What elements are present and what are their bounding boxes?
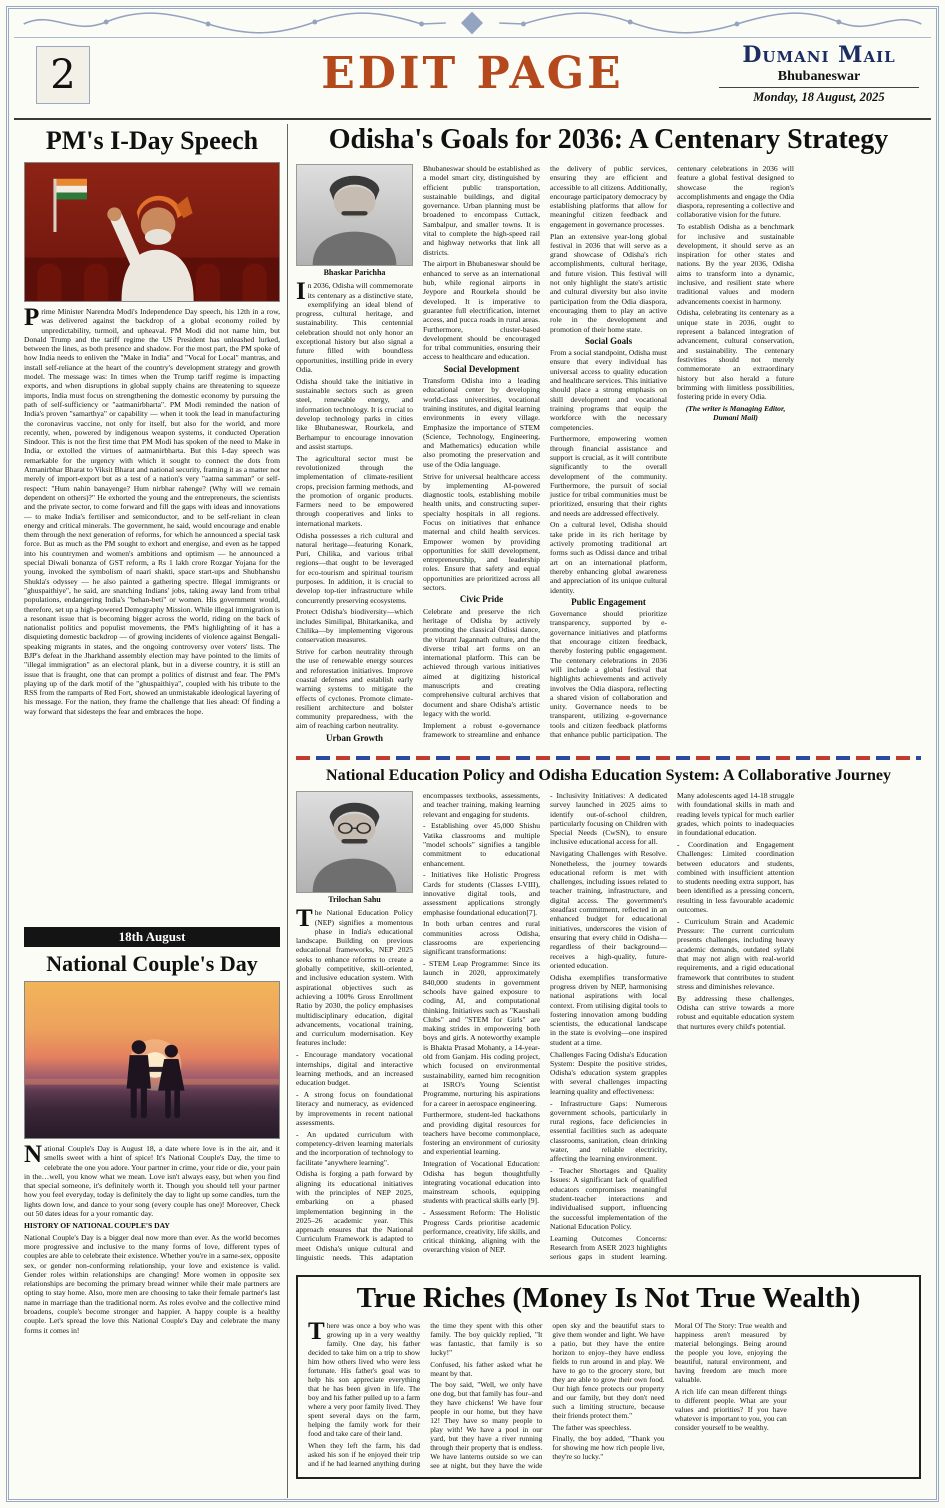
column-divider-rule	[287, 124, 288, 1498]
red-blue-dashed-divider	[296, 756, 921, 760]
author-portrait-illustration	[297, 792, 412, 892]
nep-author-figure	[296, 791, 413, 904]
riches-article	[296, 1275, 921, 1479]
article-paragraph: Protect Odisha's biodiversity—which includes Similipal, Bhitarkanika, and Chilika—by implementing vigorous conservation measures.	[296, 607, 413, 645]
masthead-city: Bhubaneswar	[777, 69, 861, 84]
author-portrait	[296, 164, 413, 266]
article-paragraph: Strive for carbon neutrality through the use of renewable energy sources and reforestation initiatives. Improve coastal defenses and establish early warning systems to mitigate the effects of cyclones. Promote climate-resilient architecture and bolster community preparedness, with the aim of reaching carbon neutrality.	[296, 647, 413, 731]
inline-subhead: HISTORY OF NATIONAL COUPLE'S DAY	[24, 1220, 170, 1230]
header-rule	[14, 118, 931, 120]
page-title: EDIT PAGE	[321, 48, 624, 99]
article-paragraph: Moral Of The Story: True wealth and happiness aren't measured by material belongings. Being around the people you love, enjoying the beautiful, natural environment, and having freedom are much more valuable.	[674, 1321, 787, 1384]
article-paragraph: In both urban centres and rural communities across Odisha, classrooms are experiencing significant transformations:	[423, 919, 540, 957]
column-subhead: Urban Growth	[325, 732, 384, 743]
article-paragraph: Integration of Vocational Education: Odisha has begun thoughtfully integrating vocational education into mainstream schools, equipping students with practical skills early [9].	[423, 1159, 540, 1206]
article-paragraph: - STEM Leap Programme: Since its launch in 2020, approximately 840,000 students in government schools have gained exposure to coding, AI, and computational thinking. Initiatives such as "Kaushali Clubs" and "STEM for Girls" are making strides in empowering both boys and girls. A noteworthy example is Bhakta Prasad Mohanty, a 14-year-old from Ganjam. His coding project, which focused on environmental sustainability, earned him recognition at ISRO's Young Scientist Programme, nurturing his aspirations for a career in aerospace engineering.	[423, 959, 540, 1108]
pm-article-headline: PM's I-Day Speech	[45, 126, 259, 155]
riches-article-headline: True Riches (Money Is Not True Wealth)	[356, 1282, 861, 1314]
article-paragraph: Implement a robust e-governance framework to streamline and enhance the delivery of public services, ensuring they are efficient and accessible to all citizens. Additionally, encourage participatory democracy by establishing platforms that allow for meaningful citizen feedback and engagement in governance processes.	[423, 164, 667, 740]
odisha-article-headline: Odisha's Goals for 2036: A Centenary Strategy	[328, 124, 889, 155]
article-paragraph: Odisha is forging a path forward by aligning its educational initiatives with the principles of NEP 2025, embarking on a phased implementation beginning in the 2025–26 academic year. This approach ensures that the National Curriculum Framework is adapted to meet Odisha's unique cultural and linguistic needs. This adaptation encompasses textbooks, assessments, and teacher training, making learning relevant and engaging for students.	[296, 791, 540, 1262]
article-paragraph: Confused, his father asked what he meant by that.	[430, 1359, 543, 1378]
article-paragraph: - Assessment Reform: The Holistic Progress Cards prioritise academic performance, creativity, life skills, and critical thinking, aligning with the overarching vision of NEP.	[423, 1208, 540, 1255]
article-paragraph: Learning Outcomes Concerns: Research from ASER 2023 highlights serious gaps in student learning. Many adolescents aged 14-18 struggle with foundational skills in math and reading levels typical for much earlier grades, which points to inadequacies in foundational education.	[550, 791, 794, 1262]
article-paragraph: A rich life can mean different things to different people. What are your values and priorities? If you have whatever is important to you, you can consider yourself to be wealthy.	[674, 1386, 787, 1432]
couple-article-body	[24, 1144, 280, 1500]
article-paragraph: - An updated curriculum with competency-driven learning materials and the incorporation of technology to facilitate "anywhere learning".	[296, 1129, 413, 1167]
author-note: (The writer is Managing Editor, Dumani Mail)	[685, 403, 786, 423]
article-paragraph: Transform Odisha into a leading educational center by developing world-class universities, vocational training institutes, and digital learning environments in every village. Emphasize the importance of STEM (Science, Technology, Engineering, and Mathematics) education while also promoting the preservation and use of the Odia language.	[423, 376, 540, 469]
odisha-author-figure	[296, 164, 413, 277]
article-paragraph: Strive for universal healthcare access by implementing AI-powered diagnostic tools, establishing mobile health units, and constructing super-specialty hospitals in all regions. Focus on initiatives that enhance maternal and child health services. Empower women by providing opportunities for skill development, entrepreneurship, and leadership roles. Ensure that safety and equal opportunities are prioritized across all sectors.	[423, 471, 540, 593]
article-paragraph: Challenges Facing Odisha's Education System: Despite the positive strides, Odisha's education system grapples with several challenges impacting learning quality and effectiveness:	[550, 1049, 667, 1096]
page-content	[24, 124, 921, 1500]
column-subhead: Social Goals	[584, 335, 633, 346]
article-paragraph: By addressing these challenges, Odisha can strive towards a more robust and equitable education system that nurtures every child's potential.	[677, 993, 794, 1031]
article-paragraph: - Coordination and Engagement Challenges: Limited coordination between educators and students, combined with insufficient attention to students needing extra support, has been identified as a pressing concern, resulting in less favourable academic outcomes.	[677, 839, 794, 915]
masthead-date: Monday, 18 August, 2025	[719, 87, 919, 105]
article-paragraph: From a social standpoint, Odisha must ensure that every individual has universal access to quality education and healthcare services. This initiative should place a strong emphasis on skill development and vocational training programs that equip the workforce with the necessary competencies.	[550, 348, 667, 432]
author-portrait-illustration	[297, 165, 412, 265]
article-paragraph: Navigating Challenges with Resolve. Nonetheless, the journey towards educational reform is met with challenges, including issues related to teacher training, infrastructure, and digital access. The government's steadfast commitment, reflected in an enhanced budget for educational initiatives, underscores the vision of ensuring that every child in Odisha—regardless of their background—receives a high-quality, future-oriented education.	[550, 849, 667, 970]
couple-photo-illustration	[25, 982, 279, 1138]
article-paragraph: The father was speechless.	[552, 1422, 632, 1432]
couple-photo	[24, 981, 280, 1139]
odisha-article	[296, 124, 921, 748]
article-paragraph: Celebrate and preserve the rich heritage of Odisha by actively promoting the classical Odissi dance, the vibrant Jagannath culture, and the diverse tribal art forms on an international platform. This can be achieved through various initiatives aimed at digitizing historical manuscripts and creating comprehensive cultural archives that document and share Odisha's artistic legacy with the world.	[423, 606, 540, 718]
column-subhead: Public Engagement	[571, 596, 646, 607]
article-paragraph: Odisha possesses a rich cultural and natural heritage—featuring Konark, Puri, Chilika, and various tribal regions—that ought to be leveraged for eco-tourism and spiritual tourism purposes. In addition, it is crucial to develop top-tier infrastructure while concurrently preserving ecosystems.	[296, 530, 413, 605]
article-paragraph: There was once a boy who was growing up in a very wealthy family. One day, his father decided to take him on a trip to show him how others lived who were less fortunate. His father's goal was to help his son appreciate everything that he has been given in life. The boy and his father pulled up to a farm where a very poor family lived. They spent several days on the farm, helping the family work for their food and take care of their land.	[308, 1321, 421, 1438]
pm-photo	[24, 162, 280, 302]
odisha-author-name: Bhaskar Parichha	[323, 268, 386, 277]
article-paragraph: On a cultural level, Odisha should take pride in its rich heritage by actively promoting traditional art forms such as Odissi dance and tribal art on an international platform, thereby enhancing global awareness and appreciation of its unique cultural identity.	[550, 520, 667, 595]
page-header	[24, 42, 921, 114]
scrollwork-ornament	[14, 10, 931, 36]
article-paragraph: National Couple's Day is August 18, a date where love is in the air, and it smells sweet with a hint of spice! It's National Couple's Day, the time to celebrate the one you adore. Your partner in crime, your ride or die, your pain in the…well, you know what we mean. Love isn't always easy, but when you find that special someone, it's definitely worth it. Though you should tell your partner how you feel everyday, today is definitely the day to light up some candles, turn the lights down low, and dance to your song (every couple has one)! Moreover, Check out 50 dates ideas for a your romantic day.	[24, 1144, 280, 1219]
column-subhead: Social Development	[443, 363, 520, 374]
article-paragraph: - Teacher Shortages and Quality Issues: A significant lack of qualified educators compromises meaningful student-teacher interactions and individualised support, influencing the successful implementation of the National Education Policy.	[550, 1166, 667, 1231]
pm-photo-illustration	[25, 163, 279, 301]
article-paragraph: - Initiatives like Holistic Progress Cards for students (Classes I-VIII), innovative digital tools, and assessment applications strongly emphasise foundational education[7].	[423, 870, 540, 917]
article-paragraph: The airport in Bhubaneswar should be enhanced to serve as an international hub, while regional airports in Jeypore and Rourkela should be developed. It is imperative to guarantee full electrification, internet access, and pucca roads in rural areas. Furthermore, cluster-based development should be encouraged for tribal communities, ensuring their access to healthcare and education.	[423, 259, 540, 362]
nep-author-name: Trilochan Sahu	[328, 895, 381, 904]
odisha-article-body	[296, 164, 921, 748]
article-paragraph: - Infrastructure Gaps: Numerous government schools, particularly in rural regions, face deficiencies in essential facilities such as adequate classrooms, sanitation, clean drinking water, and reliable electricity, affecting the learning environment.	[550, 1098, 667, 1164]
page-number: 2	[36, 46, 90, 104]
riches-article-body	[308, 1321, 909, 1471]
pm-article-body	[24, 307, 280, 921]
author-portrait	[296, 791, 413, 893]
article-paragraph: The agricultural sector must be revolutionized through the implementation of climate-resilient crops, precision farming methods, and the promotion of organic products. Farmers need to be empowered through cooperatives and links to international markets.	[296, 453, 413, 528]
article-paragraph: The boy said, "Well, we only have one dog, but that family has four–and they have chickens! We have four people in our home, but they have 12! They have so many people to play with! We have a pool in our yard, but they have a river running through their property that is endless. We have lanterns outside so we can see at night, but they have the wide open sky and the beautiful stars to give them wonder and light. We have a patio, but they have the entire horizon to enjoy–they have endless fields to run around in and play. We have to go to the grocery store, but they are able to grow their own food. Our high fence protects our property and our family, but they don't need such a limiting structure, because their friends protect them."	[430, 1321, 665, 1470]
main-column	[296, 124, 921, 1479]
article-paragraph: Plan an extensive year-long global festival in 2036 that will serve as a grand showcase of Odisha's rich accomplishments, cultural heritage, and future vision. This festival will not only highlight the state's artistic and cultural diversity but also invite participation from the Odia diaspora, encouraging them to play an active role in the development and promotion of their home state.	[550, 231, 667, 334]
article-paragraph: - A strong focus on foundational literacy and numeracy, as evidenced by improvements in recent national assessments.	[296, 1089, 413, 1127]
article-paragraph: Odisha should take the initiative in sustainable sectors such as green steel, renewable energy, and information technology. It is crucial to develop technology parks in cities like Bhubaneswar, Rourkela, and Berhampur to encourage innovation and assist startups.	[296, 376, 413, 451]
article-paragraph: - Curriculum Strain and Academic Pressure: The current curriculum presents challenges, including heavy academic demands, outdated syllabi that may not align with real-world requirements, and a rigid educational framework that contributes to student stress and diminishes relevance.	[677, 916, 794, 991]
article-paragraph: National Couple's Day is a bigger deal now more than ever. As the world becomes more progressive and inclusive to the many forms of love, different types of couples are able to celebrate their existence. Whether you're in a same-sex, opposite sex, or gender non-conforming relationship, your love and existence is valid. Gender roles within relationships are changing! More women in opposite sex relationships are becoming the primary bread winner while their male partners are opting to stay home. Also, more men are choosing to take their female partner's last name in marriage than the traditional norm. As roles evolve and the collective mind broadens, couple's become stronger and happier. A happy couple is a healthy couple. Let's spread the love this National Couple's Day and celebrate the many forms it comes in!	[24, 1232, 280, 1335]
nep-article-body	[296, 791, 921, 1267]
article-paragraph: When they left the farm, his dad asked his son if he enjoyed their trip and if he had learned anything during the time they spent with this other family. The boy quickly replied, "It was fantastic, that family is so lucky!"	[308, 1321, 543, 1468]
article-paragraph: - Establishing over 45,000 Shishu Vatika classrooms and multiple "model schools" signifies a tangible commitment to educational enhancement.	[423, 821, 540, 868]
article-paragraph: Odisha exemplifies transformative progress driven by NEP, harmonising national aspirations with local context. From utilising digital tools to fostering innovation among budding scientists, the educational landscape in the state is evolving—one inspired student at a time.	[550, 972, 667, 1047]
nep-article-headline: National Education Policy and Odisha Education System: A Collaborative Journey	[326, 767, 891, 784]
masthead	[719, 42, 919, 105]
article-paragraph: Furthermore, empowering women through financial assistance and support is crucial, as it will contribute significantly to the overall development of the community. Furthermore, the pursuit of social justice for tribal communities must be prioritized, ensuring that their rights and needs are addressed effectively.	[550, 434, 667, 518]
article-paragraph: Prime Minister Narendra Modi's Independence Day speech, his 12th in a row, was delivered against the backdrop of a global economy roiled by unpredictability, turmoil, and upheaval. PM Modi did not name him, but Donald Trump and the tariff regime the US President has unleashed lurked, between the lines, as both presence and shadow. For the most part, the PM spoke of how India needs to enliven the "Make in India" and "Vocal for Local" mantras, and install self-reliance at the heart of the country's development strategy and growth model. The message was: In times when the Trump tariff regime is impacting exports, and when disruptions in global supply chains are threatening to squeeze imports, India must focus on strengthening the domestic economy by pursuing the path of self-sufficiency or "aatmanirbharta". PM Modi reminded the nation of India's proven "samarthya" or capability — when it took the lead in manufacturing the coronavirus vaccine, not only for itself, but also for the world, and more recently, when, powered by indigenous weapon systems, it conducted Operation Sindoor. This is not the first time that PM Modi has spoken of the need to Make in India, or extolled the virtues of aatmanirbharta. But this I-day speech was remarkable for the urgency with which it sought to connect the dots from Atmanirbhar Bharat to Viksit Bharat and national security, framing it as a matter not merely of import-export but as a test of a nation's very "aatma samman" or self-respect: "Hum nahin banayenge? Hum nirbhar rahenge? (Why will we remain dependent on others)?" He exhorted the young and the entrepreneurs, the scientists and the private sector, to come forward and fill the gaps with ideas and innovations — to make India's fertiliser and semiconductor, and to be self-reliant in clean energy and critical minerals. The government, he said, would encourage and enable them through the next generation of reforms, for which he announced a special task force. But as much as the PM sought to exhort and energise, and even as he tapped into his countrymen and women's ambitions and optimism — he announced a special Diwali bonanza of GST reform, a Rs 1 lakh crore Rozgar Yojana for the young, invoked the symbolism of naari shakti, space start-ups and Shubhanshu Shukla's odyssey — he also painted a gathering spectre. Illegal immigrants or "ghuspaithiye", he said, are snatching Indians' jobs, taking away land from tribal populations, endangering India's "behan-beti" or women. His government would, therefore, set up a high-powered Demography Mission. While illegal immigration is a resonant issue that is becoming bigger across the world, riding on the back of nationalist politics and populist movements, the PM's highlighting of it has a disquieting domestic backdrop — of growing incidents of violence against Bengali-speaking migrants in states, and the ongoing controversy over voters' lists. The BJP's defeat in the Jharkhand assembly election may have pointed to the limits of "illegal immigration" as an electoral plank, but in a diverse country, it is still an issue that is fraught, one that can prompt a politics of distrust and fear. The PM's playing up of the dark motif of the "ghuspaithiya", coupled with his tribute to the RSS from the ramparts of Red Fort, showed an unmistakable ideological layering of his message. For the nation, they frame the challenge that lies ahead: Of finding a way forward that sidesteps the fear and embraces the hope.	[24, 307, 280, 716]
article-paragraph: To establish Odisha as a benchmark for inclusive and sustainable development, it should serve as an inspiration for other states and nations. By the year 2036, Odisha aims to transform into a dynamic, inclusive, and resilient state where traditional values and modern advancements coexist in harmony.	[677, 222, 794, 306]
masthead-name: Dumani Mail	[742, 42, 896, 68]
article-paragraph: Finally, the boy added, "Thank you for showing me how rich people live, they're so lucky."	[552, 1434, 665, 1461]
article-paragraph: - Encourage mandatory vocational internships, digital and interactive learning methods, and an increased education budget.	[296, 1050, 413, 1088]
article-paragraph: - Inclusivity Initiatives: A dedicated survey launched in 2025 aims to identify out-of-school children, particularly focusing on Children with Special Needs (CwSN), to ensure inclusive educational access for all.	[550, 791, 667, 847]
column-subhead: Civic Pride	[459, 594, 504, 605]
couple-article-headline: National Couple's Day	[46, 951, 258, 976]
article-paragraph: Governance should prioritize transparency, supported by e-governance initiatives and platforms that encourage citizen feedback, thereby fostering public engagement. The centenary celebrations in 2036 will include a global festival that highlights achievements and actively involves the Odia diaspora, reflecting a shared vision of collaboration and unity. Governance needs to be transparent, utilizing e-governance tools and citizen feedback platforms that enhance public participation. The centenary celebrations in 2036 will feature a global festival designed to showcase the region's accomplishments and engage the Odia diaspora, representing a collective and collaborative vision for the future.	[550, 164, 794, 740]
article-paragraph: Bhubaneswar should be established as a model smart city, distinguished by efficient public transportation, sustainable buildings, and digital governance. Urban planning must be broadened to encompass Cuttack, Sambalpur, and smaller towns. It is vital to complete the high-speed rail and highway networks that link all districts.	[423, 164, 540, 257]
article-paragraph: The National Education Policy (NEP) signifies a momentous phase in India's educational landscape. Building on previous educational frameworks, NEP 2025 seeks to enhance reforms to create a globally competitive, skill-oriented, and inclusive education system. With aspirational objectives such as achieving a 100% Gross Enrollment Ratio by 2030, the policy emphasises multidisciplinary education, digital advancements, vocational training, and curriculum modernisation. Key features include:	[296, 905, 413, 1048]
article-paragraph: Odisha, celebrating its centenary as a unique state in 2036, ought to represent a balanced integration of advancement, cultural conservation, and sustainability. The centenary festivities should not merely commemorate an extraordinary history but also herald a future brimming with limitless possibilities, fostering pride in every Odia.	[677, 308, 794, 402]
article-paragraph: Furthermore, student-led hackathons and providing digital resources for teachers have become commonplace, fostering an environment of curiosity and experiential learning.	[423, 1110, 540, 1157]
left-column	[24, 124, 280, 1500]
top-ornament-band	[14, 10, 931, 38]
nep-article	[296, 767, 921, 1267]
couple-kicker-bar: 18th August	[24, 927, 280, 947]
article-paragraph: In 2036, Odisha will commemorate its centenary as a distinctive state, exemplifying an ideal blend of progress, cultural heritage, and sustainability. This centennial celebration should not only honor an exceptional history but also signal a future filled with boundless opportunities, instilling pride in every Odia.	[296, 278, 413, 374]
